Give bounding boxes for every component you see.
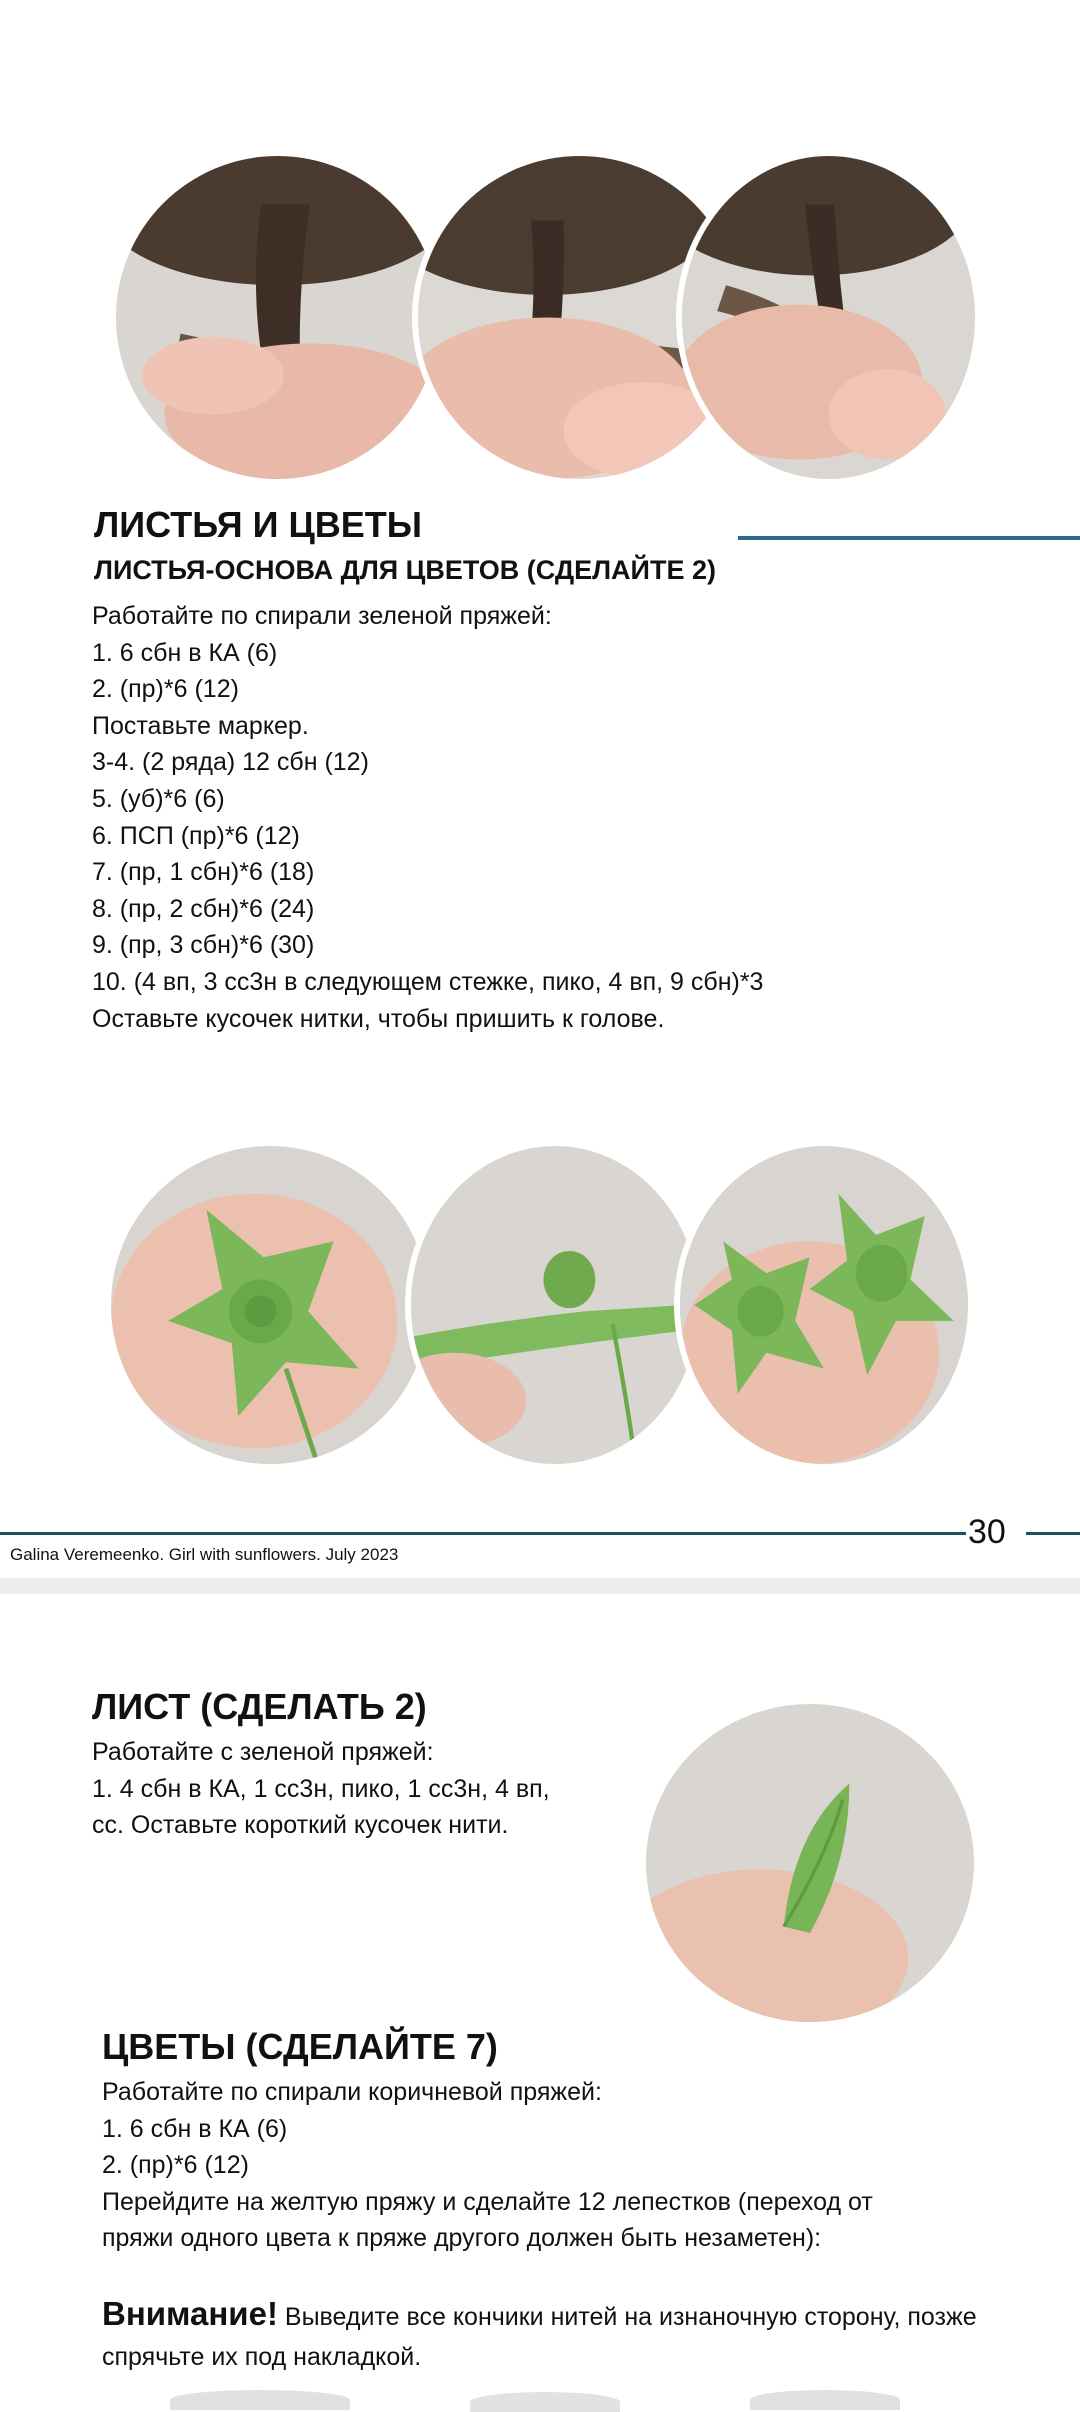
instruction-line: Работайте по спирали зеленой пряжей: [92, 602, 552, 630]
instruction-line: пряжи одного цвета к пряже другого должен быть незаметен): [102, 2224, 822, 2253]
instruction-line: Оставьте кусочек нитки, чтобы пришить к голове. [92, 1004, 665, 1033]
photo-braid-step-3 [676, 150, 981, 485]
instruction-line: 2. (пр)*6 (12) [92, 675, 239, 704]
attention-text: Выведите все кончики нитей на изнаночную сторону, позже спрячьте их под накладкой. [102, 2303, 977, 2371]
instruction-line: 6. ПСП (пр)*6 (12) [92, 821, 300, 850]
photo-leaf-base-1 [105, 1140, 435, 1470]
photo-braid-step-1 [110, 150, 445, 485]
leaf-instructions [92, 1734, 550, 1844]
instruction-line: Работайте по спирали коричневой пряжей: [102, 2078, 602, 2106]
instruction-line: 10. (4 вп, 3 сс3н в следующем стежке, пико, 4 вп, 9 сбн)*3 [92, 967, 764, 996]
flowers-instructions [102, 2074, 873, 2257]
instruction-line: 1. 4 сбн в КА, 1 сс3н, пико, 1 сс3н, 4 вп, [92, 1774, 550, 1803]
title-rule [738, 536, 1080, 540]
footer-rule-left [0, 1532, 966, 1535]
section-subtitle: ЛИСТЬЯ-ОСНОВА ДЛЯ ЦВЕТОВ (СДЕЛАЙТЕ 2) [94, 555, 716, 585]
instructions-block [92, 598, 763, 1037]
pdf-page-31 [0, 1594, 1080, 2400]
instruction-line: Перейдите на желтую пряжу и сделайте 12 лепестков (переход от [102, 2187, 873, 2216]
instruction-line: 5. (уб)*6 (6) [92, 784, 225, 813]
footer-credit: Galina Veremeenko. Girl with sunflowers. July 2023 [10, 1545, 399, 1564]
instruction-line: сс. Оставьте короткий кусочек нити. [92, 1811, 509, 1840]
instruction-line: 2. (пр)*6 (12) [102, 2151, 249, 2180]
instruction-line: 1. 6 сбн в КА (6) [92, 638, 278, 667]
instruction-line: 8. (пр, 2 сбн)*6 (24) [92, 894, 315, 923]
instruction-line: 1. 6 сбн в КА (6) [102, 2114, 288, 2143]
footer-rule-right [1026, 1532, 1080, 1535]
instruction-line: 9. (пр, 3 сбн)*6 (30) [92, 931, 315, 960]
page-number: 30 [968, 1513, 1006, 1551]
attention-note [102, 2294, 1062, 2377]
photo-single-leaf [640, 1698, 980, 2028]
instruction-line: Работайте с зеленой пряжей: [92, 1738, 434, 1766]
leaf-title: ЛИСТ (СДЕЛАТЬ 2) [92, 1686, 427, 1727]
photo-partial-3 [750, 2390, 900, 2410]
photo-partial-2 [470, 2392, 620, 2412]
instruction-line: 3-4. (2 ряда) 12 сбн (12) [92, 748, 369, 777]
photo-leaf-base-3 [674, 1140, 974, 1470]
flowers-title: ЦВЕТЫ (СДЕЛАЙТЕ 7) [102, 2026, 498, 2067]
photo-leaf-base-2 [405, 1140, 705, 1470]
section-title: ЛИСТЬЯ И ЦВЕТЫ [94, 504, 423, 545]
page-separator [0, 1578, 1080, 1594]
attention-label: Внимание! [102, 2295, 278, 2332]
instruction-line: Поставьте маркер. [92, 711, 309, 740]
photo-partial-1 [170, 2390, 350, 2410]
instruction-line: 7. (пр, 1 сбн)*6 (18) [92, 858, 315, 887]
